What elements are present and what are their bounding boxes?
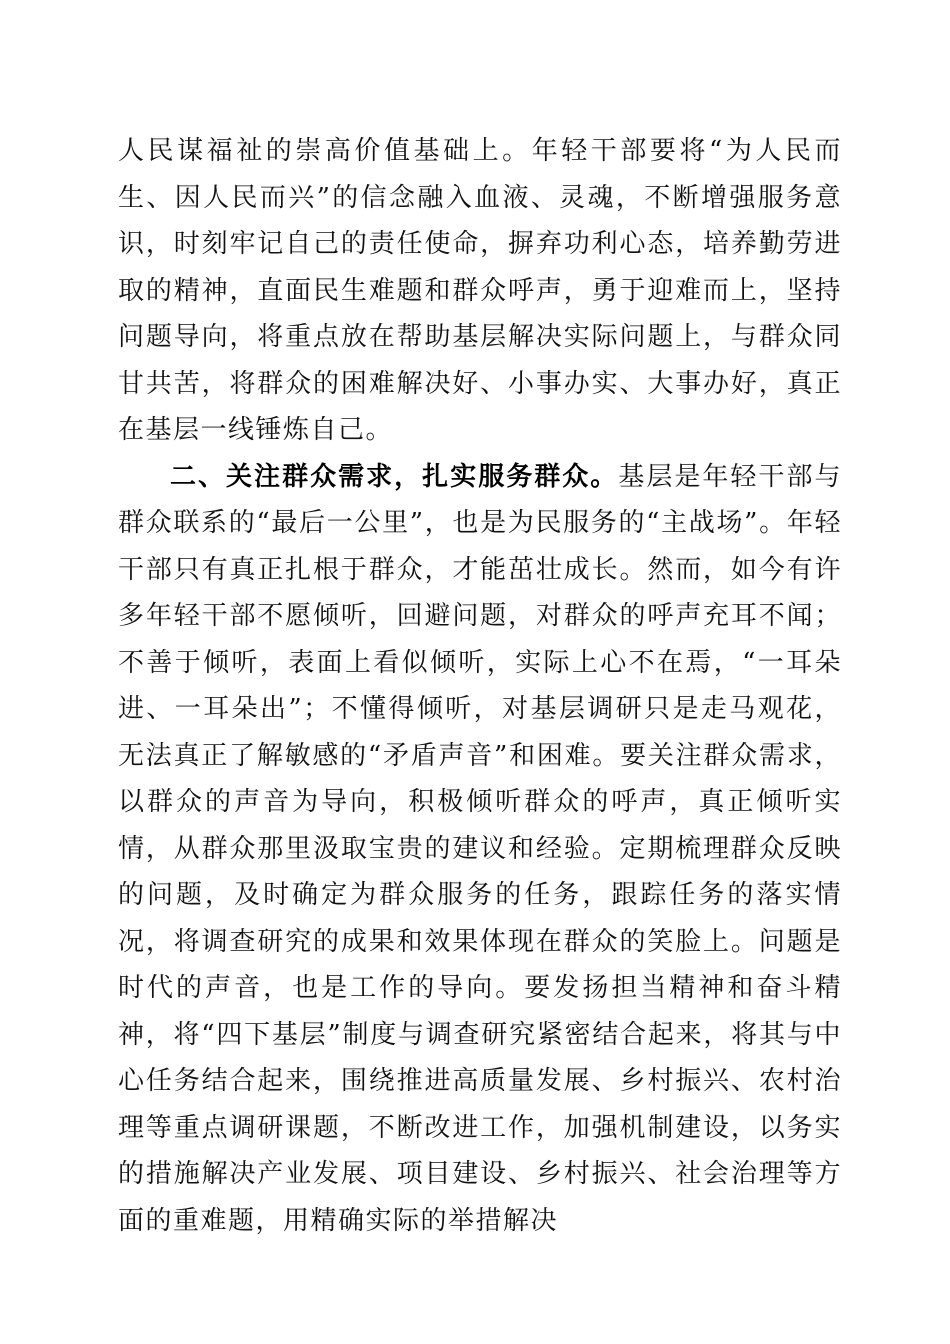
paragraph-continuation: 人民谋福祉的崇高价值基础上。年轻干部要将“为人民而生、因人民而兴”的信念融入血液、灵魂，不断增强服务意识，时刻牢记自己的责任使命，摒弃功利心态，培养勤劳进取的精神，直面民生难题和群众呼声，勇于迎难而上，坚持问题导向，将重点放在帮助基层解决实际问题上，与群众同甘共苦，将群众的困难解决好、小事办实、大事办好，真正在基层一线锤炼自己。 — [118, 136, 842, 445]
paragraph-section-2 — [118, 454, 842, 1245]
document-body — [118, 128, 842, 1244]
section-body-text: 基层是年轻干部与群众联系的“最后一公里”，也是为民服务的“主战场”。年轻干部只有真正扎根于群众，才能茁壮成长。然而，如今有许多年轻干部不愿倾听，回避问题，对群众的呼声充耳不闻；不善于倾听，表面上看似倾听，实际上心不在焉，“一耳朵进、一耳朵出”；不懂得倾听，对基层调研只是走马观花，无法真正了解敏感的“矛盾声音”和困难。要关注群众需求，以群众的声音为导向，积极倾听群众的呼声，真正倾听实情，从群众那里汲取宝贵的建议和经验。定期梳理群众反映的问题，及时确定为群众服务的任务，跟踪任务的落实情况，将调查研究的成果和效果体现在群众的笑脸上。问题是时代的声音，也是工作的导向。要发扬担当精神和奋斗精神，将“四下基层”制度与调查研究紧密结合起来，将其与中心任务结合起来，围绕推进高质量发展、乡村振兴、农村治理等重点调研课题，不断改进工作，加强机制建设，以务实的措施解决产业发展、项目建设、乡村振兴、社会治理等方面的重难题，用精确实际的举措解决 — [118, 461, 842, 1236]
section-heading: 二、关注群众需求，扎实服务群众。 — [170, 461, 619, 492]
